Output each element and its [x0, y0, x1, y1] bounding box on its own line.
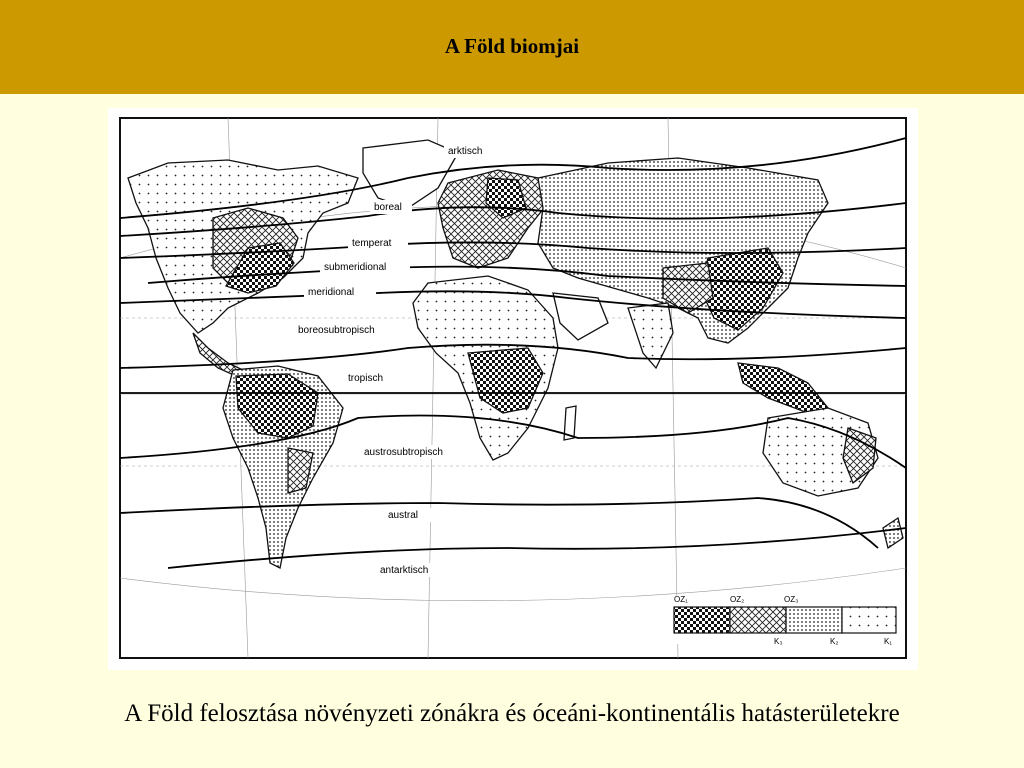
zone-label-boreal: boreal [374, 202, 402, 213]
legend-swatch-dots-sparse [842, 607, 896, 633]
page-title: A Föld biomjai [444, 34, 580, 58]
legend-top-label-2: OZ₂ [730, 595, 745, 604]
legend-swatch-dots-dense [786, 607, 842, 633]
zone-label-boreosubtropisch: boreosubtropisch [298, 325, 375, 336]
biome-map [108, 108, 918, 670]
zone-label-submeridional: submeridional [324, 262, 387, 273]
zone-label-tropisch: tropisch [348, 373, 384, 384]
zone-label-arktisch: arktisch [448, 146, 483, 157]
map-legend [670, 595, 896, 646]
legend-bottom-label-1: K₃ [774, 637, 783, 646]
legend-bottom-label-3: K₁ [884, 637, 893, 646]
legend-swatch-checker [674, 607, 730, 633]
legend-bottom-label-2: K₂ [830, 637, 839, 646]
map-caption: A Föld felosztása növényzeti zónákra és óceáni-kontinentális hatásterületekre [124, 700, 900, 727]
zone-label-austral: austral [388, 510, 419, 521]
zone-label-antarktisch: antarktisch [380, 565, 429, 576]
legend-top-label-3: OZ₃ [784, 595, 799, 604]
zone-label-austrosubtropisch: austrosubtropisch [364, 447, 443, 458]
zone-label-meridional: meridional [308, 287, 355, 298]
zone-label-temperat: temperat [352, 238, 392, 249]
world-map-svg [108, 108, 918, 670]
legend-top-label-1: OZ₁ [674, 595, 688, 604]
legend-swatch-crosshatch [730, 607, 786, 633]
header-bar [0, 0, 1024, 94]
